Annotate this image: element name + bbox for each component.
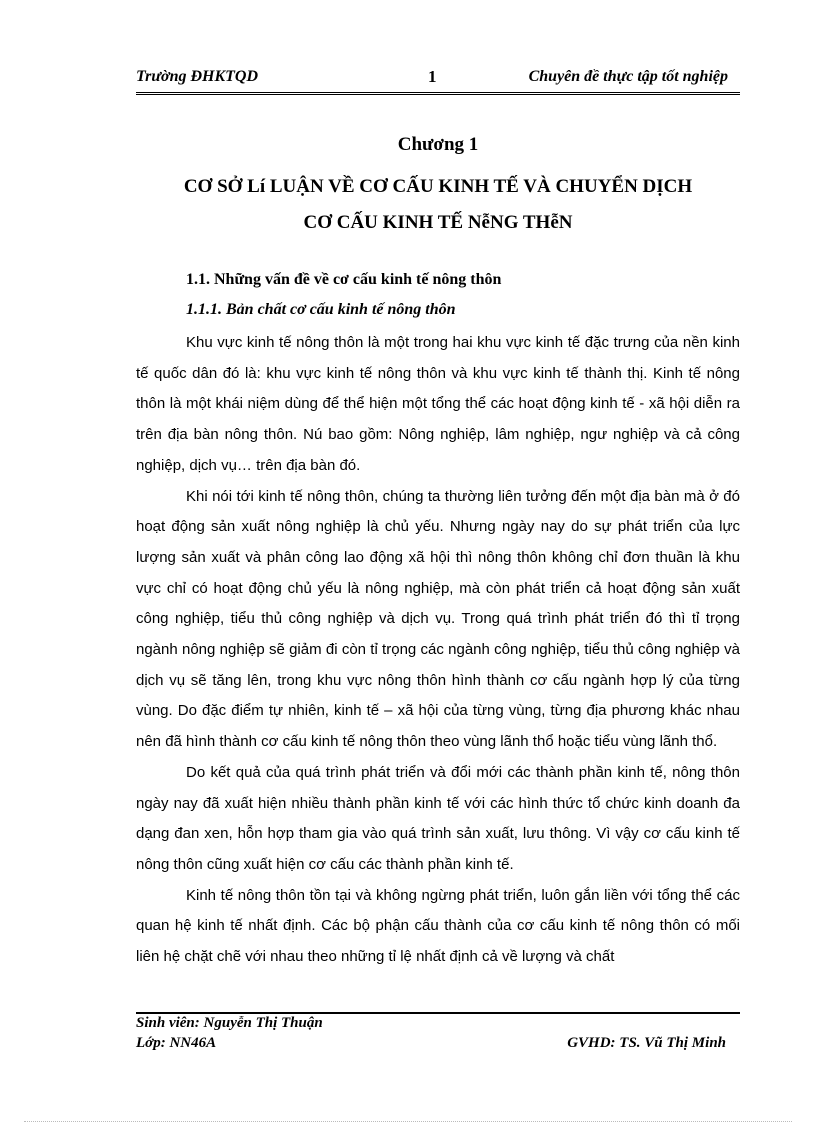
- chapter-title-line-1: CƠ SỞ Lí LUẬN VỀ CƠ CẤU KINH TẾ VÀ CHUYỂN DỊCH: [183, 176, 693, 197]
- page-footer: [136, 1015, 740, 1059]
- paragraph: Kinh tế nông thôn tồn tại và không ngừng phát triển, luôn gắn liền với tổng thể các quan hệ kinh tế nhất định. Các bộ phận cấu thành của cơ cấu kinh tế nông thôn có mối liên hệ chặt chẽ với nhau theo những tỉ lệ nhất định cả về lượng và chất: [136, 886, 740, 966]
- paragraph: Khi nói tới kinh tế nông thôn, chúng ta thường liên tưởng đến một địa bàn mà ở đó hoạt động sản xuất nông nghiệp là chủ yếu. Nhưng ngày nay do sự phát triển của lực lượng sản xuất và phân công lao động xã hội thì nông thôn không chỉ đơn thuần là khu vực chỉ có hoạt động chủ yếu là nông nghiệp, mà còn phát triển cả hoạt động sản xuất công nghiệp, tiểu thủ công nghiệp và dịch vụ. Trong quá trình phát triển đó thì tỉ trọng ngành nông nghiệp sẽ giảm đi còn tỉ trọng các ngành công nghiệp, tiểu thủ công nghiệp và dịch vụ sẽ tăng lên, trong khu vực nông thôn hình thành cơ cấu ngành hợp lý của từng vùng. Do đặc điểm tự nhiên, kinh tế – xã hội của từng vùng, từng địa phương khác nhau nên đã hình thành cơ cấu kinh tế nông thôn theo vùng lãnh thổ hoặc tiểu vùng lãnh thổ.: [136, 487, 740, 751]
- chapter-label: Chương 1: [397, 134, 479, 155]
- header-page-number: 1: [428, 67, 437, 86]
- body-text: [136, 328, 740, 973]
- footer-rule: [136, 1012, 740, 1014]
- header-rule: [136, 92, 740, 95]
- footer-advisor: GVHD: TS. Vũ Thị Minh: [567, 1035, 726, 1051]
- subsection-heading: 1.1.1. Bản chất cơ cấu kinh tế nông thôn: [186, 301, 456, 318]
- footer-class: Lớp: NN46A: [136, 1035, 217, 1051]
- page-header: [136, 68, 740, 92]
- header-school: Trường ĐHKTQD: [136, 68, 259, 85]
- footer-student: Sinh viên: Nguyễn Thị Thuận: [136, 1015, 323, 1031]
- paragraph: Khu vực kinh tế nông thôn là một trong hai khu vực kinh tế đặc trưng của nền kinh tế quốc dân đó là: khu vực kinh tế nông thôn và khu vực kinh tế thành thị. Kinh tế nông thôn là một khái niệm dùng để thể hiện một tổng thể các hoạt động kinh tế - xã hội diễn ra trên địa bàn nông thôn. Nú bao gồm: Nông nghiệp, lâm nghiệp, ngư nghiệp và cả công nghiệp, dịch vụ… trên địa bàn đó.: [136, 334, 740, 474]
- chapter-title-line-2: CƠ CẤU KINH TẾ NễNG THễN: [303, 212, 573, 233]
- chapter-title: [100, 169, 776, 241]
- header-doc-type: Chuyên đề thực tập tốt nghiệp: [528, 68, 728, 85]
- section-heading: 1.1. Những vấn đề về cơ cấu kinh tế nông thôn: [186, 271, 502, 288]
- page-edge-divider: [24, 1121, 792, 1122]
- paragraph: Do kết quả của quá trình phát triển và đổi mới các thành phần kinh tế, nông thôn ngày nay đã xuất hiện nhiều thành phần kinh tế với các hình thức tổ chức kinh doanh đa dạng đan xen, hỗn hợp tham gia vào quá trình sản xuất, lưu thông. Vì vậy cơ cấu kinh tế nông thôn cũng xuất hiện cơ cấu các thành phần kinh tế.: [136, 763, 740, 873]
